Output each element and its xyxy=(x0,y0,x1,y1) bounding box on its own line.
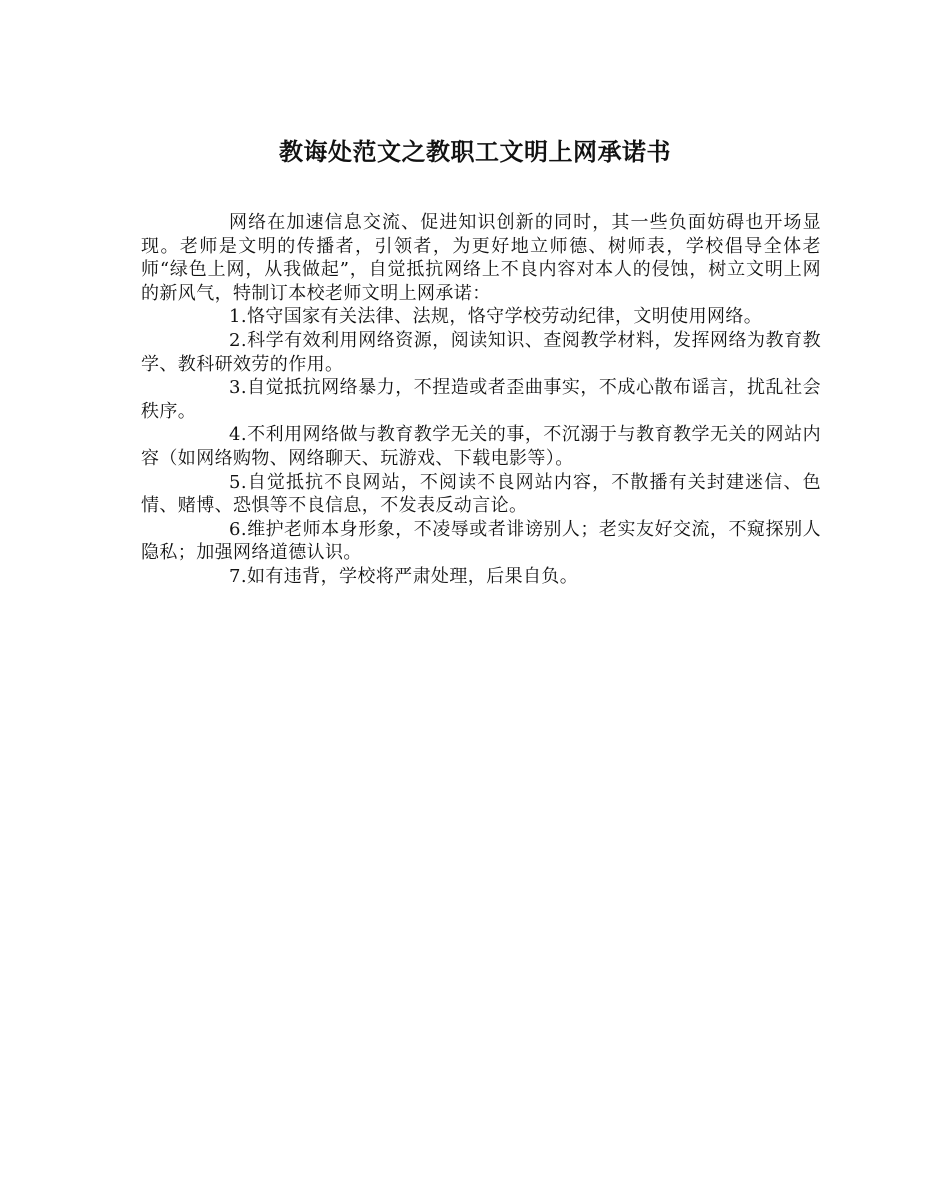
pledge-item-6: 6.维护老师本身形象，不凌辱或者诽谤别人；老实友好交流，不窥探别人隐私；加强网络道德认识。 xyxy=(141,518,821,564)
pledge-item-1: 1.恪守国家有关法律、法规，恪守学校劳动纪律，文明使用网络。 xyxy=(229,306,763,328)
pledge-item-7: 7.如有违背，学校将严肃处理，后果自负。 xyxy=(229,565,579,587)
pledge-item-2: 2.科学有效利用网络资源，阅读知识、查阅教学材料，发挥网络为教育教学、教科研效劳的作用。 xyxy=(141,329,821,375)
intro-paragraph: 网络在加速信息交流、促进知识创新的同时，其一些负面妨碍也开场显现。老师是文明的传播者，引领者，为更好地立师德、树师表，学校倡导全体老师“绿色上网，从我做起”，自觉抵抗网络上不良内容对本人的侵蚀，树立文明上网的新风气，特制订本校老师文明上网承诺： xyxy=(141,212,821,304)
document-body xyxy=(141,211,821,589)
pledge-item-3: 3.自觉抵抗网络暴力，不捏造或者歪曲事实，不成心散布谣言，扰乱社会秩序。 xyxy=(141,377,821,422)
pledge-item-5: 5.自觉抵抗不良网站，不阅读不良网站内容，不散播有关封建迷信、色情、赌博、恐惧等不良信息，不发表反动言论。 xyxy=(141,471,821,517)
document-title: 教诲处范文之教职工文明上网承诺书 xyxy=(279,137,671,166)
pledge-item-4: 4.不利用网络做与教育教学无关的事，不沉溺于与教育教学无关的网站内容（如网络购物、网络聊天、玩游戏、下载电影等）。 xyxy=(141,424,821,469)
